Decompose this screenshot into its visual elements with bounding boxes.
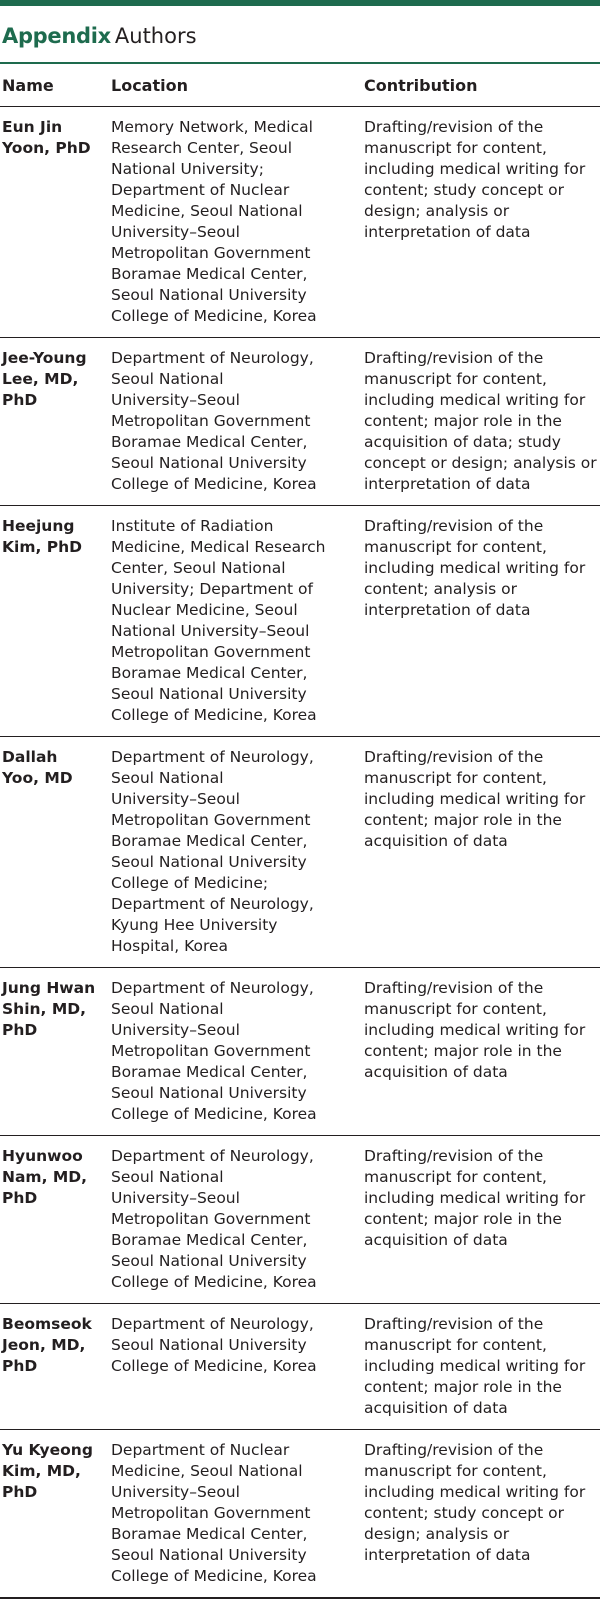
cell-text-line: Drafting/revision of the <box>364 979 544 997</box>
cell-text-line: Metropolitan Government <box>111 412 311 430</box>
cell-text-line: Department of Neurology, <box>111 1147 314 1165</box>
cell-text-line: manuscript for content, <box>364 769 547 787</box>
cell-text-line: PhD <box>2 1189 38 1207</box>
cell-text-line: PhD <box>2 1357 38 1375</box>
cell-text-line: Seoul National University <box>111 1336 307 1354</box>
cell-text-line: College of Medicine, Korea <box>111 706 317 724</box>
cell-text-line: concept or design; analysis or <box>364 454 597 472</box>
cell-text-line: Seoul National University <box>111 1252 307 1270</box>
author-contribution-cell <box>362 1430 600 1599</box>
cell-text-line: including medical writing for <box>364 391 586 409</box>
cell-text-line: content; major role in the <box>364 1378 562 1396</box>
cell-text-line: College of Medicine, Korea <box>111 1357 317 1375</box>
cell-text-line: Seoul National University <box>111 1546 307 1564</box>
cell-text-line: Boramae Medical Center, <box>111 433 308 451</box>
cell-text-line: Shin, MD, <box>2 1000 87 1018</box>
cell-text-line: University–Seoul <box>111 1483 240 1501</box>
cell-text-line: interpretation of data <box>364 1546 531 1564</box>
cell-text-line: interpretation of data <box>364 223 531 241</box>
cell-text-line: including medical writing for <box>364 559 586 577</box>
cell-text-line: content; major role in the <box>364 412 562 430</box>
page-title <box>0 6 600 64</box>
cell-text-line: manuscript for content, <box>364 370 547 388</box>
cell-text-line: PhD <box>2 1021 38 1039</box>
cell-text-line: manuscript for content, <box>364 1336 547 1354</box>
cell-text-line: content; major role in the <box>364 1210 562 1228</box>
table-row <box>0 506 600 737</box>
cell-text-line: College of Medicine, Korea <box>111 1567 317 1585</box>
cell-text-line: Drafting/revision of the <box>364 118 544 136</box>
cell-text-line: Drafting/revision of the <box>364 517 544 535</box>
cell-text-line: Dallah <box>2 748 58 766</box>
cell-text-line: Department of Neurology, <box>111 748 314 766</box>
author-contribution-cell <box>362 506 600 737</box>
cell-text-line: Kim, MD, <box>2 1462 81 1480</box>
cell-text-line: Nam, MD, <box>2 1168 88 1186</box>
cell-text-line: Memory Network, Medical <box>111 118 313 136</box>
table-row <box>0 1136 600 1304</box>
author-location-cell <box>109 968 362 1136</box>
cell-text-line: acquisition of data <box>364 832 508 850</box>
table-row <box>0 737 600 968</box>
cell-text-line: including medical writing for <box>364 1357 586 1375</box>
cell-text-line: College of Medicine, Korea <box>111 1273 317 1291</box>
cell-text-line: Drafting/revision of the <box>364 1147 544 1165</box>
cell-text-line: Medicine, Seoul National <box>111 1462 303 1480</box>
cell-text-line: Seoul National <box>111 1000 224 1018</box>
cell-text-line: Seoul National University <box>111 286 307 304</box>
cell-text-line: University–Seoul <box>111 790 240 808</box>
cell-text-line: Drafting/revision of the <box>364 1441 544 1459</box>
cell-text-line: Boramae Medical Center, <box>111 1231 308 1249</box>
cell-text-line: Seoul National <box>111 370 224 388</box>
cell-text-line: content; study concept or <box>364 1504 564 1522</box>
cell-text-line: Kim, PhD <box>2 538 83 556</box>
cell-text-line: acquisition of data; study <box>364 433 561 451</box>
author-location-cell <box>109 1136 362 1304</box>
cell-text-line: Department of Nuclear <box>111 181 290 199</box>
cell-text-line: design; analysis or <box>364 202 510 220</box>
table-row <box>0 107 600 338</box>
column-header-location: Location <box>109 64 362 107</box>
cell-text-line: Jung Hwan <box>2 979 96 997</box>
cell-text-line: College of Medicine; <box>111 874 269 892</box>
cell-text-line: Department of Neurology, <box>111 349 314 367</box>
table-row <box>0 1430 600 1599</box>
cell-text-line: content; study concept or <box>364 181 564 199</box>
author-location-cell <box>109 107 362 338</box>
table-header-row <box>0 64 600 107</box>
cell-text-line: Boramae Medical Center, <box>111 1063 308 1081</box>
cell-text-line: Heejung <box>2 517 75 535</box>
cell-text-line: Nuclear Medicine, Seoul <box>111 601 298 619</box>
author-name-cell <box>0 968 109 1136</box>
author-location-cell <box>109 338 362 506</box>
cell-text-line: design; analysis or <box>364 1525 510 1543</box>
title-appendix: Appendix <box>2 24 111 48</box>
cell-text-line: Yu Kyeong <box>2 1441 93 1459</box>
cell-text-line: University–Seoul <box>111 223 240 241</box>
cell-text-line: Department of Nuclear <box>111 1441 290 1459</box>
cell-text-line: content; major role in the <box>364 1042 562 1060</box>
author-contribution-cell <box>362 1304 600 1430</box>
cell-text-line: manuscript for content, <box>364 1000 547 1018</box>
table-row <box>0 1304 600 1430</box>
author-name-cell <box>0 506 109 737</box>
cell-text-line: Seoul National University <box>111 685 307 703</box>
cell-text-line: University–Seoul <box>111 391 240 409</box>
cell-text-line: manuscript for content, <box>364 1168 547 1186</box>
table-row <box>0 338 600 506</box>
cell-text-line: interpretation of data <box>364 601 531 619</box>
cell-text-line: manuscript for content, <box>364 1462 547 1480</box>
cell-text-line: Yoo, MD <box>2 769 73 787</box>
cell-text-line: Boramae Medical Center, <box>111 664 308 682</box>
cell-text-line: Seoul National University <box>111 853 307 871</box>
cell-text-line: College of Medicine, Korea <box>111 1105 317 1123</box>
cell-text-line: manuscript for content, <box>364 139 547 157</box>
cell-text-line: Boramae Medical Center, <box>111 832 308 850</box>
cell-text-line: including medical writing for <box>364 1483 586 1501</box>
cell-text-line: Jee-Young <box>2 349 87 367</box>
cell-text-line: Medicine, Medical Research <box>111 538 326 556</box>
cell-text-line: University–Seoul <box>111 1021 240 1039</box>
cell-text-line: manuscript for content, <box>364 538 547 556</box>
cell-text-line: Metropolitan Government <box>111 811 311 829</box>
cell-text-line: Lee, MD, <box>2 370 79 388</box>
cell-text-line: Metropolitan Government <box>111 1504 311 1522</box>
cell-text-line: content; major role in the <box>364 811 562 829</box>
column-header-name: Name <box>0 64 109 107</box>
cell-text-line: including medical writing for <box>364 1021 586 1039</box>
author-name-cell <box>0 1304 109 1430</box>
author-name-cell <box>0 1430 109 1599</box>
cell-text-line: content; analysis or <box>364 580 518 598</box>
author-name-cell <box>0 107 109 338</box>
cell-text-line: Drafting/revision of the <box>364 349 544 367</box>
author-location-cell <box>109 506 362 737</box>
cell-text-line: Seoul National <box>111 1168 224 1186</box>
cell-text-line: Seoul National University <box>111 1084 307 1102</box>
cell-text-line: Beomseok <box>2 1315 92 1333</box>
cell-text-line: Drafting/revision of the <box>364 748 544 766</box>
cell-text-line: College of Medicine, Korea <box>111 475 317 493</box>
cell-text-line: Boramae Medical Center, <box>111 1525 308 1543</box>
cell-text-line: acquisition of data <box>364 1231 508 1249</box>
author-contribution-cell <box>362 737 600 968</box>
cell-text-line: University–Seoul <box>111 1189 240 1207</box>
cell-text-line: PhD <box>2 391 38 409</box>
column-header-contribution: Contribution <box>362 64 600 107</box>
cell-text-line: Department of Neurology, <box>111 1315 314 1333</box>
cell-text-line: Boramae Medical Center, <box>111 265 308 283</box>
author-contribution-cell <box>362 968 600 1136</box>
cell-text-line: Research Center, Seoul <box>111 139 293 157</box>
cell-text-line: National University; <box>111 160 264 178</box>
cell-text-line: including medical writing for <box>364 790 586 808</box>
cell-text-line: College of Medicine, Korea <box>111 307 317 325</box>
title-authors: Authors <box>114 24 197 48</box>
cell-text-line: Jeon, MD, <box>2 1336 86 1354</box>
cell-text-line: Medicine, Seoul National <box>111 202 303 220</box>
cell-text-line: acquisition of data <box>364 1399 508 1417</box>
author-contribution-cell <box>362 338 600 506</box>
cell-text-line: Drafting/revision of the <box>364 1315 544 1333</box>
cell-text-line: National University–Seoul <box>111 622 310 640</box>
cell-text-line: including medical writing for <box>364 160 586 178</box>
author-location-cell <box>109 1430 362 1599</box>
cell-text-line: University; Department of <box>111 580 313 598</box>
table-body <box>0 107 600 1599</box>
cell-text-line: Metropolitan Government <box>111 1210 311 1228</box>
authors-table <box>0 64 600 1599</box>
cell-text-line: including medical writing for <box>364 1189 586 1207</box>
author-location-cell <box>109 737 362 968</box>
author-name-cell <box>0 1136 109 1304</box>
cell-text-line: acquisition of data <box>364 1063 508 1081</box>
author-contribution-cell <box>362 107 600 338</box>
cell-text-line: interpretation of data <box>364 475 531 493</box>
cell-text-line: Hyunwoo <box>2 1147 83 1165</box>
cell-text-line: Department of Neurology, <box>111 979 314 997</box>
cell-text-line: Metropolitan Government <box>111 1042 311 1060</box>
cell-text-line: Department of Neurology, <box>111 895 314 913</box>
cell-text-line: Seoul National University <box>111 454 307 472</box>
cell-text-line: Eun Jin <box>2 118 63 136</box>
cell-text-line: Yoon, PhD <box>2 139 91 157</box>
cell-text-line: Metropolitan Government <box>111 244 311 262</box>
cell-text-line: Center, Seoul National <box>111 559 286 577</box>
table-row <box>0 968 600 1136</box>
cell-text-line: PhD <box>2 1483 38 1501</box>
cell-text-line: Institute of Radiation <box>111 517 274 535</box>
author-name-cell <box>0 338 109 506</box>
cell-text-line: Seoul National <box>111 769 224 787</box>
cell-text-line: Hospital, Korea <box>111 937 229 955</box>
author-name-cell <box>0 737 109 968</box>
cell-text-line: Kyung Hee University <box>111 916 278 934</box>
cell-text-line: Metropolitan Government <box>111 643 311 661</box>
author-contribution-cell <box>362 1136 600 1304</box>
author-location-cell <box>109 1304 362 1430</box>
